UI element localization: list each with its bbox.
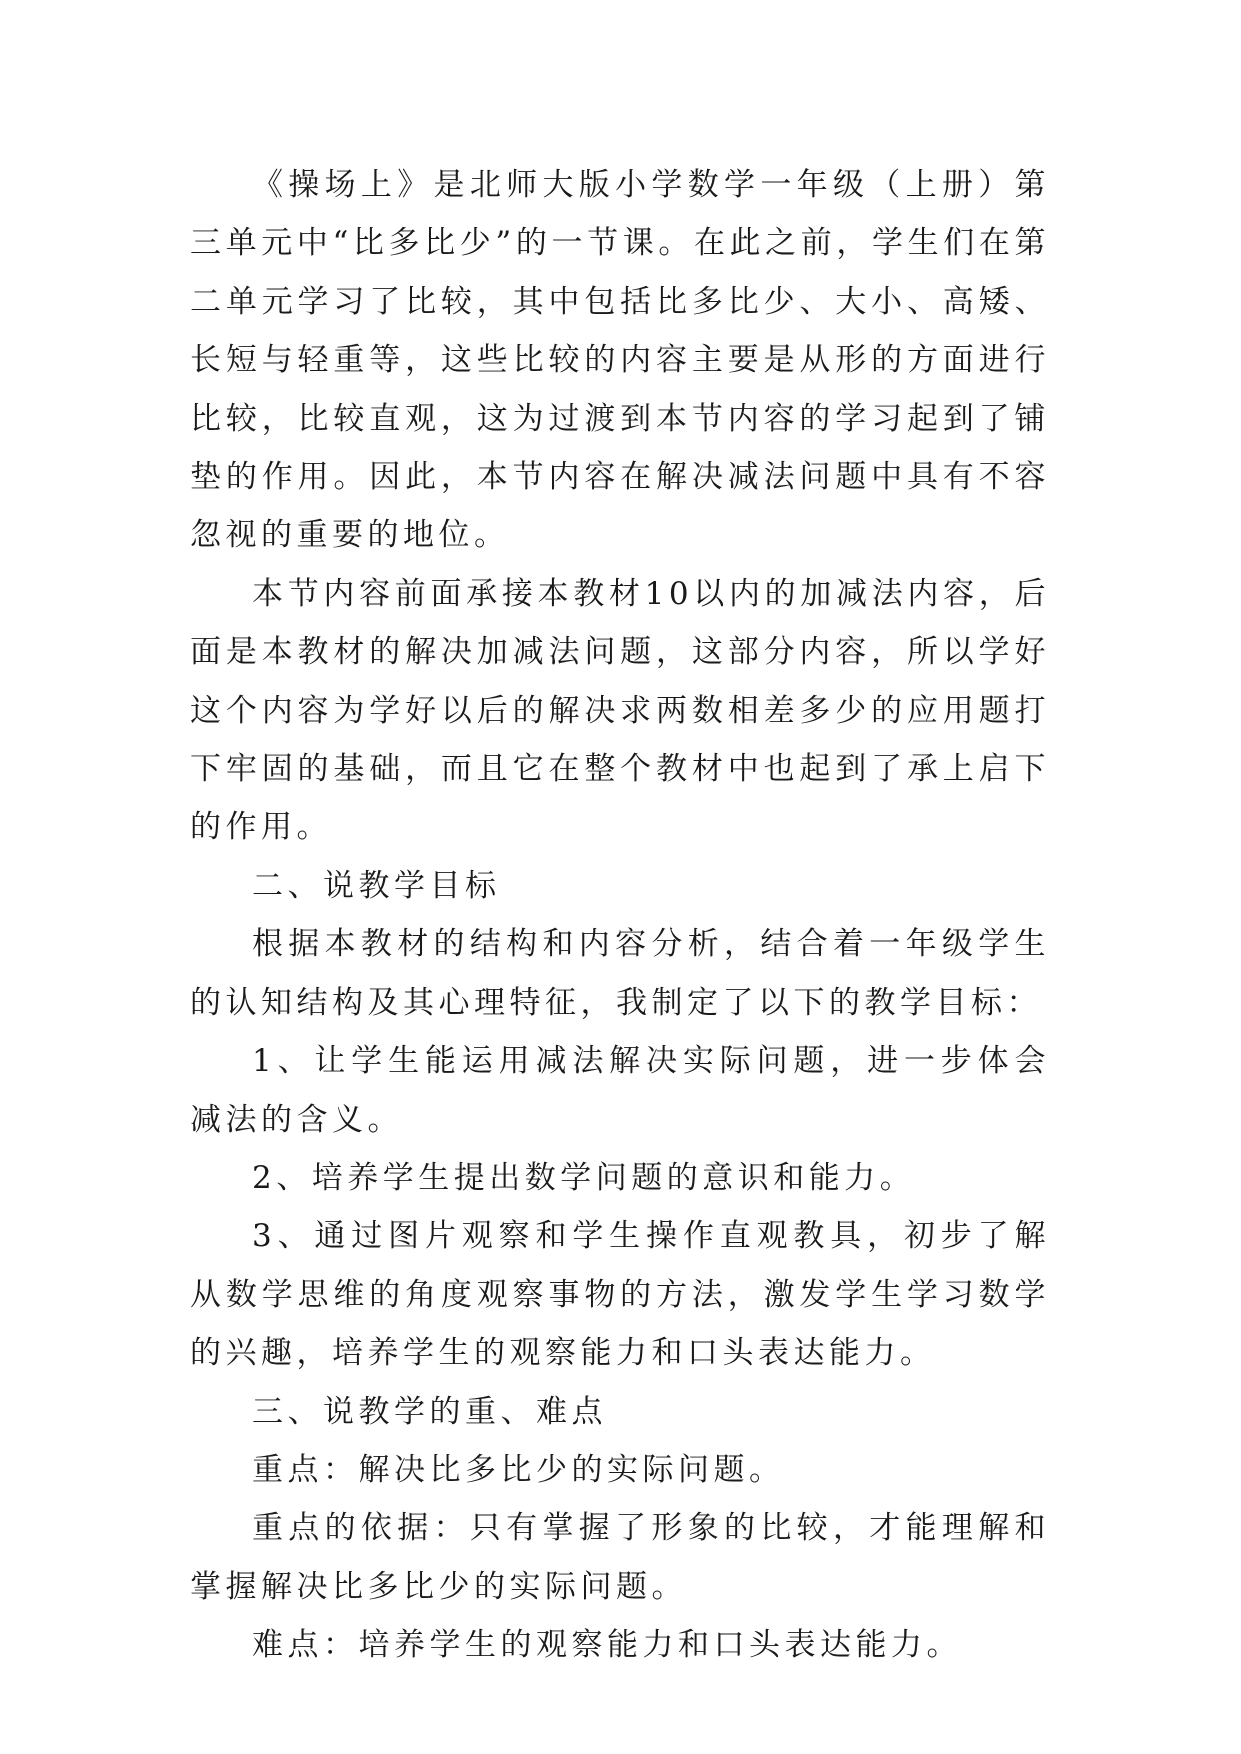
document-body (190, 156, 1050, 1675)
goal-item-3: 3、通过图片观察和学生操作直观教具，初步了解从数学思维的角度观察事物的方法，激发学生学习数学的兴趣，培养学生的观察能力和口头表达能力。 (190, 1218, 1050, 1372)
goal-item-1: 1、让学生能运用减法解决实际问题，进一步体会减法的含义。 (190, 1043, 1050, 1138)
paragraph-context: 本节内容前面承接本教材10以内的加减法内容，后面是本教材的解决加减法问题，这部分内容，所以学好这个内容为学好以后的解决求两数相差多少的应用题打下牢固的基础，而且它在整个教材中也起到了承上启下的作用。 (190, 575, 1050, 846)
paragraph-intro: 《操场上》是北师大版小学数学一年级（上册）第三单元中“比多比少”的一节课。在此之前，学生们在第二单元学习了比较，其中包括比多比少、大小、高矮、长短与轻重等，这些比较的内容主要是从形的方面进行比较，比较直观，这为过渡到本节内容的学习起到了铺垫的作用。因此，本节内容在解决减法问题中具有不容忽视的重要的地位。 (190, 167, 1050, 554)
difficult-point: 难点：培养学生的观察能力和口头表达能力。 (252, 1627, 962, 1664)
key-point-basis: 重点的依据：只有掌握了形象的比较，才能理解和掌握解决比多比少的实际问题。 (190, 1510, 1050, 1605)
paragraph-goals-intro: 根据本教材的结构和内容分析，结合着一年级学生的认知结构及其心理特征，我制定了以下的教学目标： (190, 926, 1050, 1021)
section-heading-goals: 二、说教学目标 (252, 867, 501, 904)
goal-item-2: 2、培养学生提出数学问题的意识和能力。 (252, 1159, 916, 1196)
key-point: 重点：解决比多比少的实际问题。 (252, 1451, 785, 1488)
section-heading-key-points: 三、说教学的重、难点 (252, 1393, 607, 1430)
